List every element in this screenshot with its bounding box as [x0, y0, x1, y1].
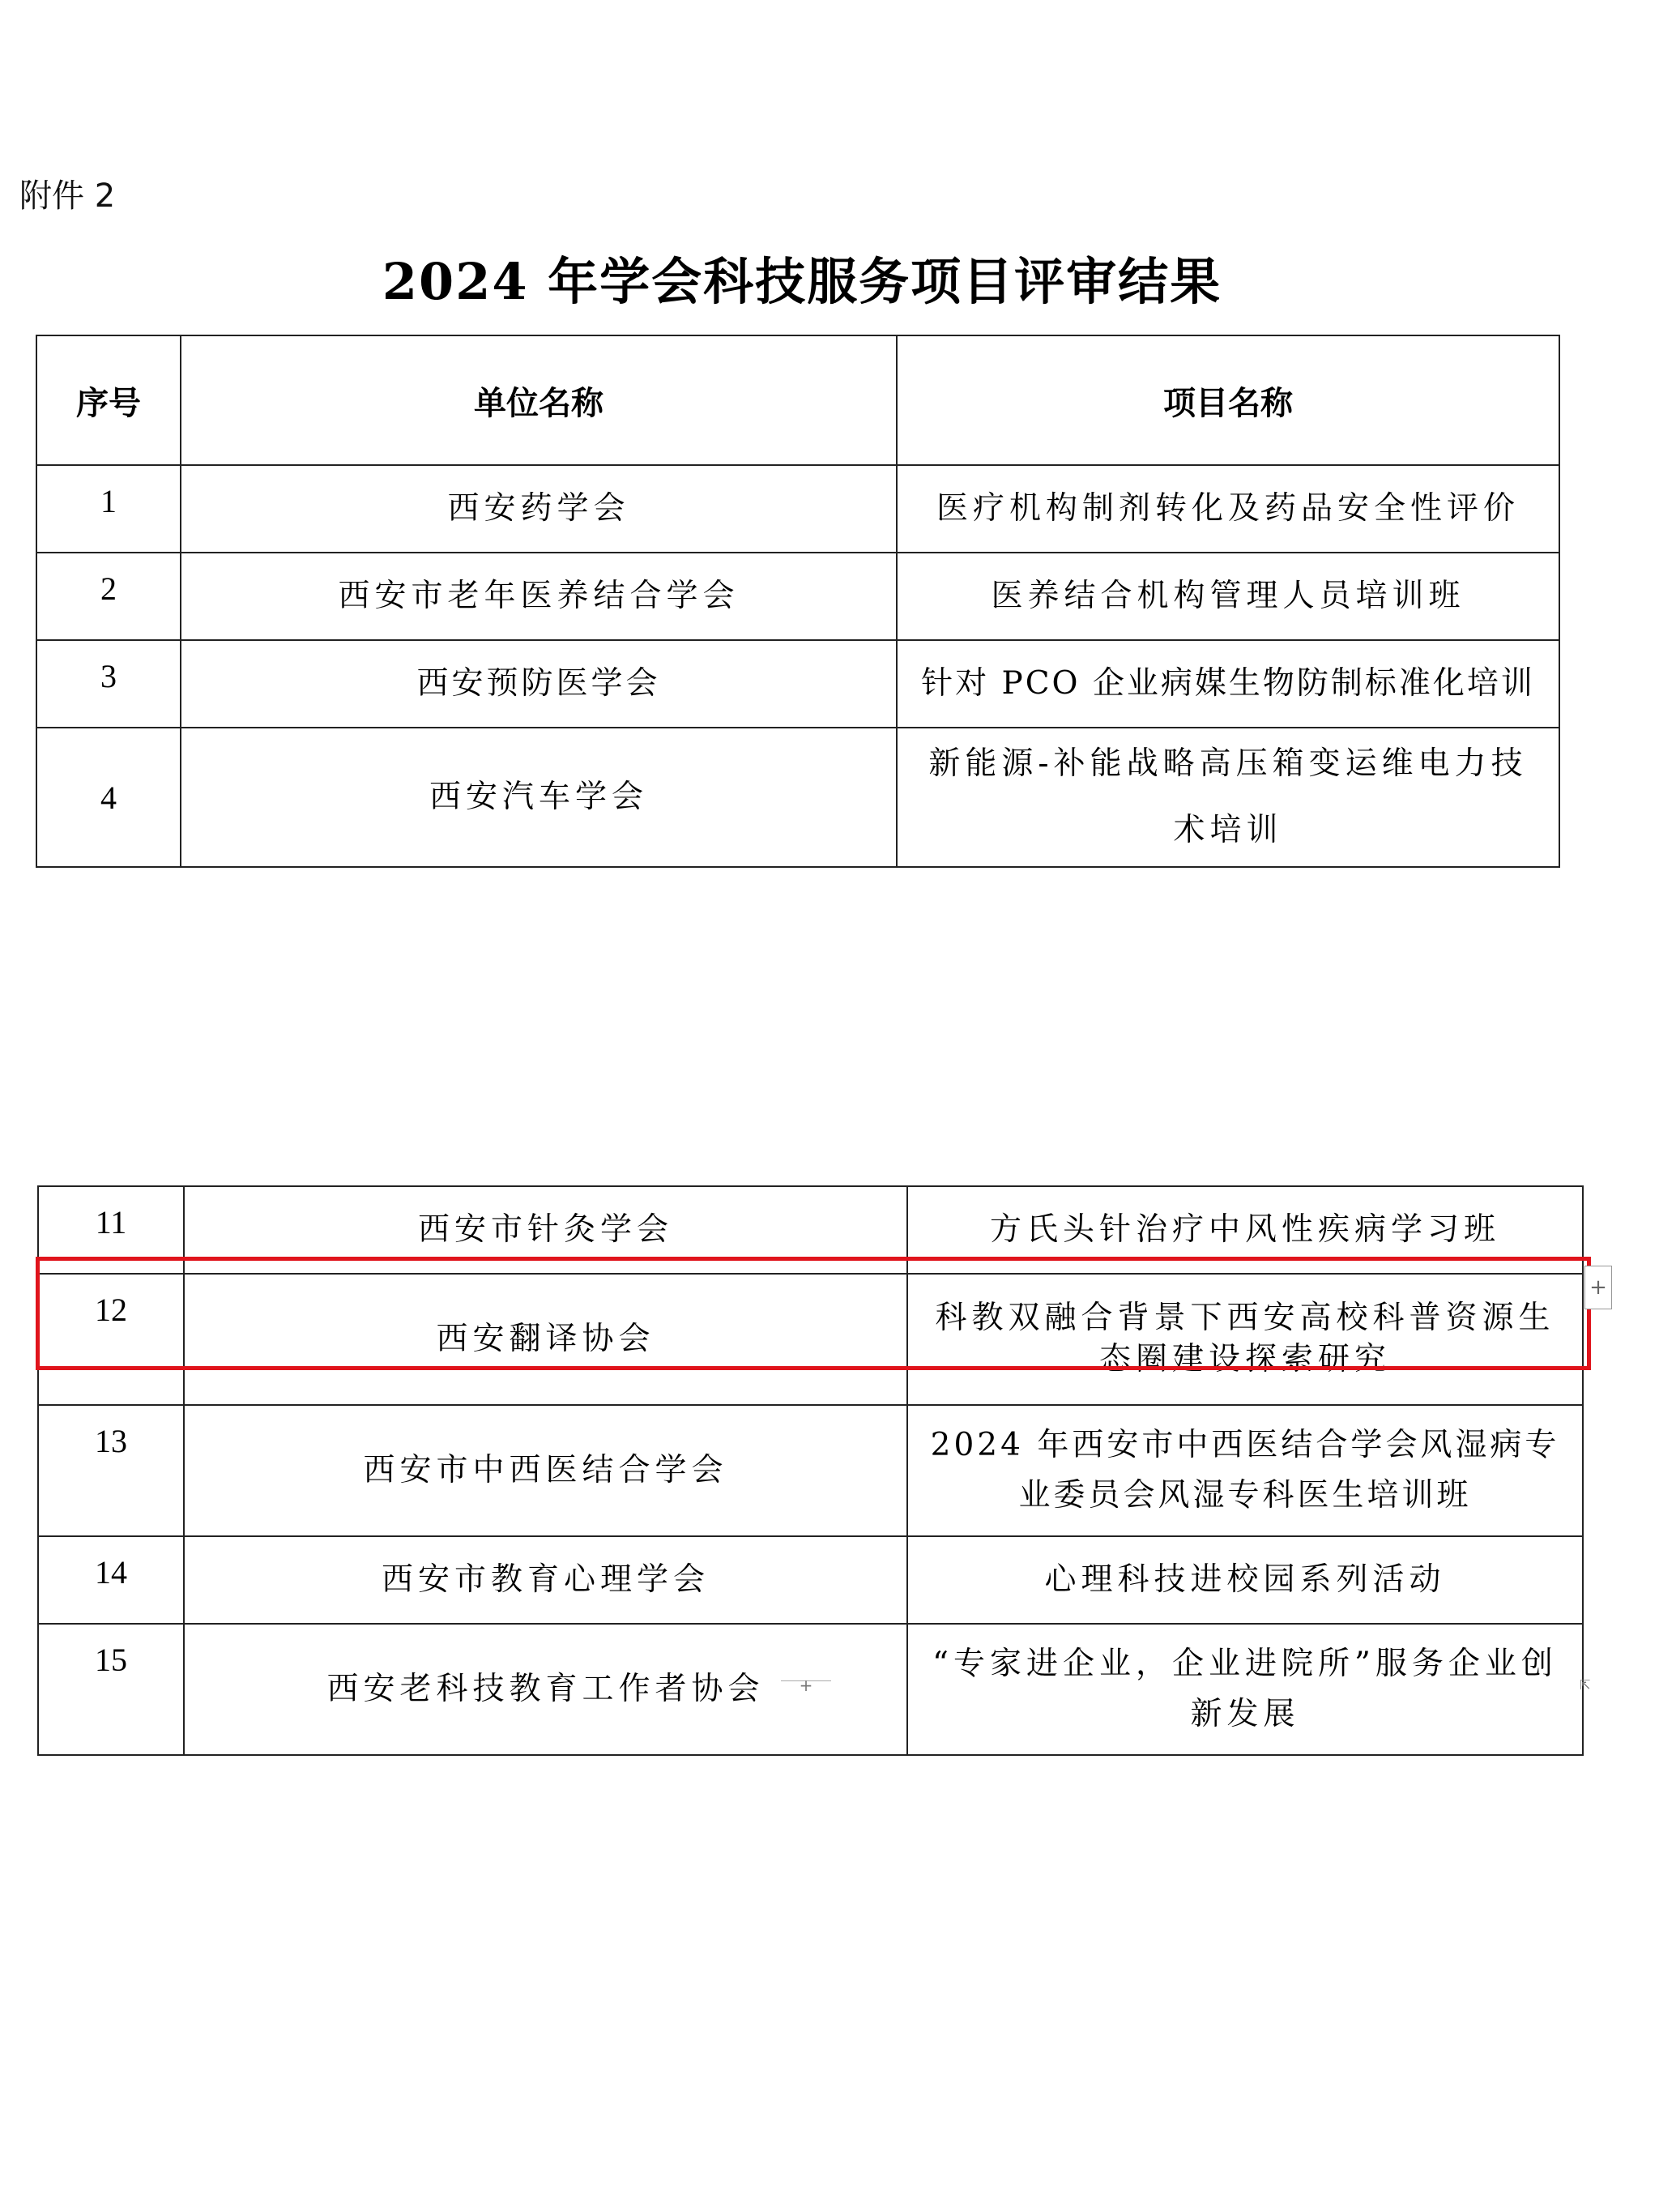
unit-name-cell: 西安药学会 — [181, 465, 897, 553]
row-number: 4 — [36, 728, 181, 867]
row-number: 13 — [38, 1405, 184, 1536]
table-row — [38, 1536, 1583, 1624]
row-number: 12 — [38, 1274, 184, 1405]
project-name-cell: 新能源-补能战略高压箱变运维电力技术培训 — [897, 728, 1559, 867]
project-name-cell: 方氏头针治疗中风性疾病学习班 — [907, 1186, 1583, 1274]
project-name-cell: 科教双融合背景下西安高校科普资源生态圈建设探索研究 — [907, 1274, 1583, 1405]
table-resize-handle-icon[interactable]: ⇱ — [1580, 1677, 1591, 1693]
project-name-cell: “专家进企业，企业进院所”服务企业创新发展 — [907, 1624, 1583, 1755]
table-add-column-icon[interactable]: + — [781, 1680, 831, 1693]
project-name-cell: 针对 PCO 企业病媒生物防制标准化培训 — [897, 640, 1559, 728]
results-table-top — [36, 335, 1560, 868]
row-number: 3 — [36, 640, 181, 728]
results-table-bottom — [37, 1185, 1584, 1756]
header-project-name: 项目名称 — [897, 335, 1559, 465]
attachment-label: 附件 2 — [19, 177, 116, 215]
unit-name-cell: 西安市中西医结合学会 — [184, 1405, 907, 1536]
unit-name-cell: 西安市针灸学会 — [184, 1186, 907, 1274]
table-row — [38, 1186, 1583, 1274]
project-name-cell: 医养结合机构管理人员培训班 — [897, 553, 1559, 640]
header-unit-name: 单位名称 — [181, 335, 897, 465]
table-row — [36, 465, 1559, 553]
project-name-cell: 医疗机构制剂转化及药品安全性评价 — [897, 465, 1559, 553]
table-add-row-icon[interactable]: + — [1584, 1266, 1612, 1309]
table-row — [36, 553, 1559, 640]
table-row — [38, 1405, 1583, 1536]
project-name-cell: 心理科技进校园系列活动 — [907, 1536, 1583, 1624]
row-number: 14 — [38, 1536, 184, 1624]
unit-name-cell: 西安市老年医养结合学会 — [181, 553, 897, 640]
row-number: 1 — [36, 465, 181, 553]
row-number: 11 — [38, 1186, 184, 1274]
row-number: 15 — [38, 1624, 184, 1755]
row-number: 2 — [36, 553, 181, 640]
unit-name-cell: 西安预防医学会 — [181, 640, 897, 728]
unit-name-cell: 西安市教育心理学会 — [184, 1536, 907, 1624]
unit-name-cell: 西安老科技教育工作者协会 — [184, 1624, 907, 1755]
table-header-row — [36, 335, 1559, 465]
document-title: 2024 年学会科技服务项目评审结果 — [382, 252, 1222, 311]
table-row — [36, 640, 1559, 728]
unit-name-cell: 西安翻译协会 — [184, 1274, 907, 1405]
header-number: 序号 — [36, 335, 181, 465]
table-row-highlighted — [38, 1274, 1583, 1405]
table-row — [36, 728, 1559, 867]
project-name-cell: 2024 年西安市中西医结合学会风湿病专业委员会风湿专科医生培训班 — [907, 1405, 1583, 1536]
unit-name-cell: 西安汽车学会 — [181, 728, 897, 867]
